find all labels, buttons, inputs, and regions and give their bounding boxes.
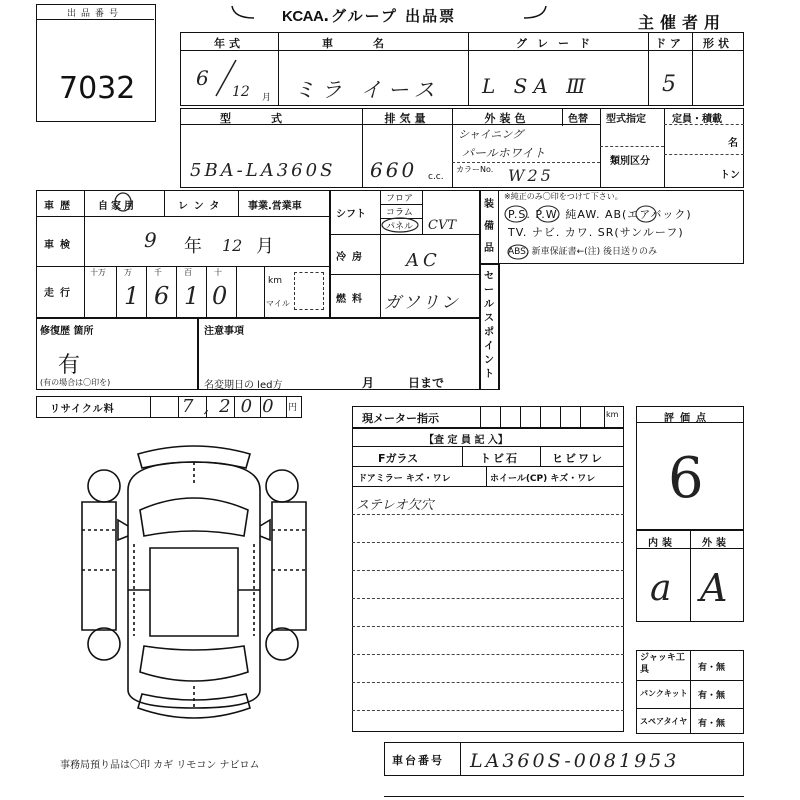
hibi-label: ヒビワレ xyxy=(552,452,604,465)
name-label: 車名 xyxy=(322,37,424,50)
year-label: 年式 xyxy=(214,37,244,50)
cc-label: 排気量 xyxy=(384,112,430,125)
grade-value: L SA Ⅲ xyxy=(482,74,592,98)
history-own-use: 自家用 xyxy=(98,201,137,212)
tobi-label: トビ石 xyxy=(480,452,519,465)
recycle-label: リサイクル料 xyxy=(50,404,115,415)
shift-value: CVT xyxy=(428,218,457,233)
chassis-value: LA360S-0081953 xyxy=(470,750,680,772)
equipment-line-3: ABS. 新車保証書←(注) 後日送りのみ xyxy=(508,247,658,257)
cc-value: 660 xyxy=(370,158,418,182)
chassis-label: 車台番号 xyxy=(392,754,444,767)
mileage-digit-10: 0 xyxy=(212,282,228,310)
mileage-digit-1k: 6 xyxy=(154,282,170,310)
class-label: 類別区分 xyxy=(610,156,650,167)
caution-day: 日まで xyxy=(408,376,445,390)
repair-label: 修復歴 箇所 xyxy=(40,326,94,337)
door-value: 5 xyxy=(662,72,676,97)
lot-number-box xyxy=(36,4,156,122)
door-label: ドア xyxy=(655,37,685,50)
meter-label: 現メーター指示 xyxy=(362,412,439,425)
header-bracket-right-icon xyxy=(520,4,550,24)
jack-value: 有・無 xyxy=(698,663,726,673)
color-no-label: カラーNo. xyxy=(456,165,494,174)
color-value-line2: パールホワイト xyxy=(462,146,546,160)
exterior-value: A xyxy=(700,566,728,610)
shift-panel-circle-icon xyxy=(380,216,424,234)
inspector-note: ステレオ欠穴 xyxy=(356,498,434,513)
car-name-value: ミラ イース xyxy=(294,78,441,102)
shift-panel: パネル xyxy=(386,222,414,232)
shaken-label: 車検 xyxy=(44,240,76,251)
model-value: 5BA-LA360S xyxy=(190,160,336,181)
header-title xyxy=(282,5,456,26)
caution-label: 注意事項 xyxy=(204,326,244,337)
mileage-label: 走行 xyxy=(44,288,76,299)
role-label: 主催者用 xyxy=(638,13,727,32)
inspector-title: 【査 定 員 記 入】 xyxy=(424,435,508,446)
mirror-label: ドアミラー キズ・ワレ xyxy=(358,474,451,484)
header-bracket-left-icon xyxy=(228,4,258,24)
month-value: 12 xyxy=(232,84,250,100)
history-business: 事業.営業車 xyxy=(248,201,302,212)
history-label: 車歴 xyxy=(44,201,76,212)
shaken-month-unit: 月 xyxy=(256,236,274,257)
color-no-value: W25 xyxy=(508,166,554,185)
year-value: 6 xyxy=(196,66,209,90)
equipment-circles-icon xyxy=(500,200,700,260)
mileage-unit-10: 十 xyxy=(214,268,222,277)
wheel-label: ホイール(CP) キズ・ワレ xyxy=(490,474,596,484)
shaken-month-value: 12 xyxy=(222,236,243,255)
mileage-unit-1k: 千 xyxy=(154,268,162,277)
capacity-unit-persons: 名 xyxy=(728,138,738,149)
fuel-label: 燃料 xyxy=(336,294,368,305)
wheel-front-right-icon xyxy=(266,470,298,502)
equipment-line-2: TV. ナビ. カワ. SR(サンルーフ) xyxy=(508,226,684,239)
type-designation-label: 型式指定 xyxy=(606,114,646,125)
mileage-unit-mile: マイル xyxy=(266,299,290,308)
color-value-line1: シャイニング xyxy=(458,128,524,141)
repair-note: (有の場合は〇印を) xyxy=(40,378,111,387)
capacity-unit-tons: トン xyxy=(720,170,740,181)
header-title-text: .グループ 出品票 xyxy=(323,7,457,25)
ac-value: AC xyxy=(406,250,441,271)
score-label: 評価点 xyxy=(664,413,712,424)
equipment-line-1: P.S. P.W. 純AW. AB(エアバック) xyxy=(508,208,692,221)
score-value: 6 xyxy=(668,446,704,511)
ac-label: 冷房 xyxy=(336,252,368,263)
model-label: 型式 xyxy=(220,112,322,125)
recycle-unit: 円 xyxy=(288,403,298,413)
shift-label: シフト xyxy=(336,209,366,220)
jack-label: ジャッキ工具 xyxy=(640,653,685,675)
recycle-value: 7,200 xyxy=(182,396,284,417)
mileage-unit-km: km xyxy=(268,276,282,286)
mileage-digit-100: 1 xyxy=(184,282,200,310)
mileage-unit-100k: 十万 xyxy=(90,268,106,277)
brand-logo: KCAA xyxy=(282,8,324,25)
caution-expiry: 名変期日の led方 xyxy=(204,380,283,391)
wheel-front-left-icon xyxy=(88,470,120,502)
spare-label: スペアタイヤ xyxy=(640,717,688,726)
month-unit: 月 xyxy=(262,93,272,103)
wheel-rear-left-icon xyxy=(88,628,120,660)
mileage-unit-100: 百 xyxy=(184,268,192,277)
equipment-label: 装備品 xyxy=(484,199,494,254)
grade-label: グレード xyxy=(516,37,600,50)
color-change-label: 色替 xyxy=(568,114,588,125)
fuel-value: ガソリン xyxy=(384,293,460,313)
shift-floor: フロア xyxy=(386,194,414,204)
exterior-label: 外装 xyxy=(702,538,730,549)
shift-column: コラム xyxy=(386,208,413,218)
history-rental: レンタ xyxy=(178,201,226,212)
capacity-label: 定員・積載 xyxy=(672,114,722,125)
car-damage-diagram xyxy=(78,440,310,740)
shaken-year-unit: 年 xyxy=(184,236,202,257)
history-own-circle-icon xyxy=(112,190,134,212)
puncture-value: 有・無 xyxy=(698,691,726,701)
equipment-note: ※純正のみ〇印をつけて下さい。 xyxy=(504,192,623,201)
office-items: 事務局預り品は〇印 カギ リモコン ナビロム xyxy=(60,760,260,771)
shaken-year-value: 9 xyxy=(144,228,157,252)
interior-label: 内装 xyxy=(648,538,676,549)
mileage-unit-10k: 万 xyxy=(124,268,132,277)
lot-number-label: 出品番号 xyxy=(67,9,124,19)
sales-point-label: セールスポイント xyxy=(484,271,494,380)
glass-label: Fガラス xyxy=(378,452,419,465)
meter-unit: km xyxy=(606,410,619,419)
puncture-label: パンクキット xyxy=(640,689,688,698)
wheel-rear-right-icon xyxy=(266,628,298,660)
interior-value: a xyxy=(650,568,672,609)
caution-month: 月 xyxy=(362,376,375,390)
repair-value: 有 xyxy=(58,353,81,378)
shape-label: 形状 xyxy=(703,37,733,50)
cc-unit: c.c. xyxy=(428,172,444,182)
spare-value: 有・無 xyxy=(698,719,726,729)
lot-number-value: 7032 xyxy=(59,71,136,106)
color-label: 外装色 xyxy=(484,112,530,125)
mileage-digit-10k: 1 xyxy=(124,282,140,310)
